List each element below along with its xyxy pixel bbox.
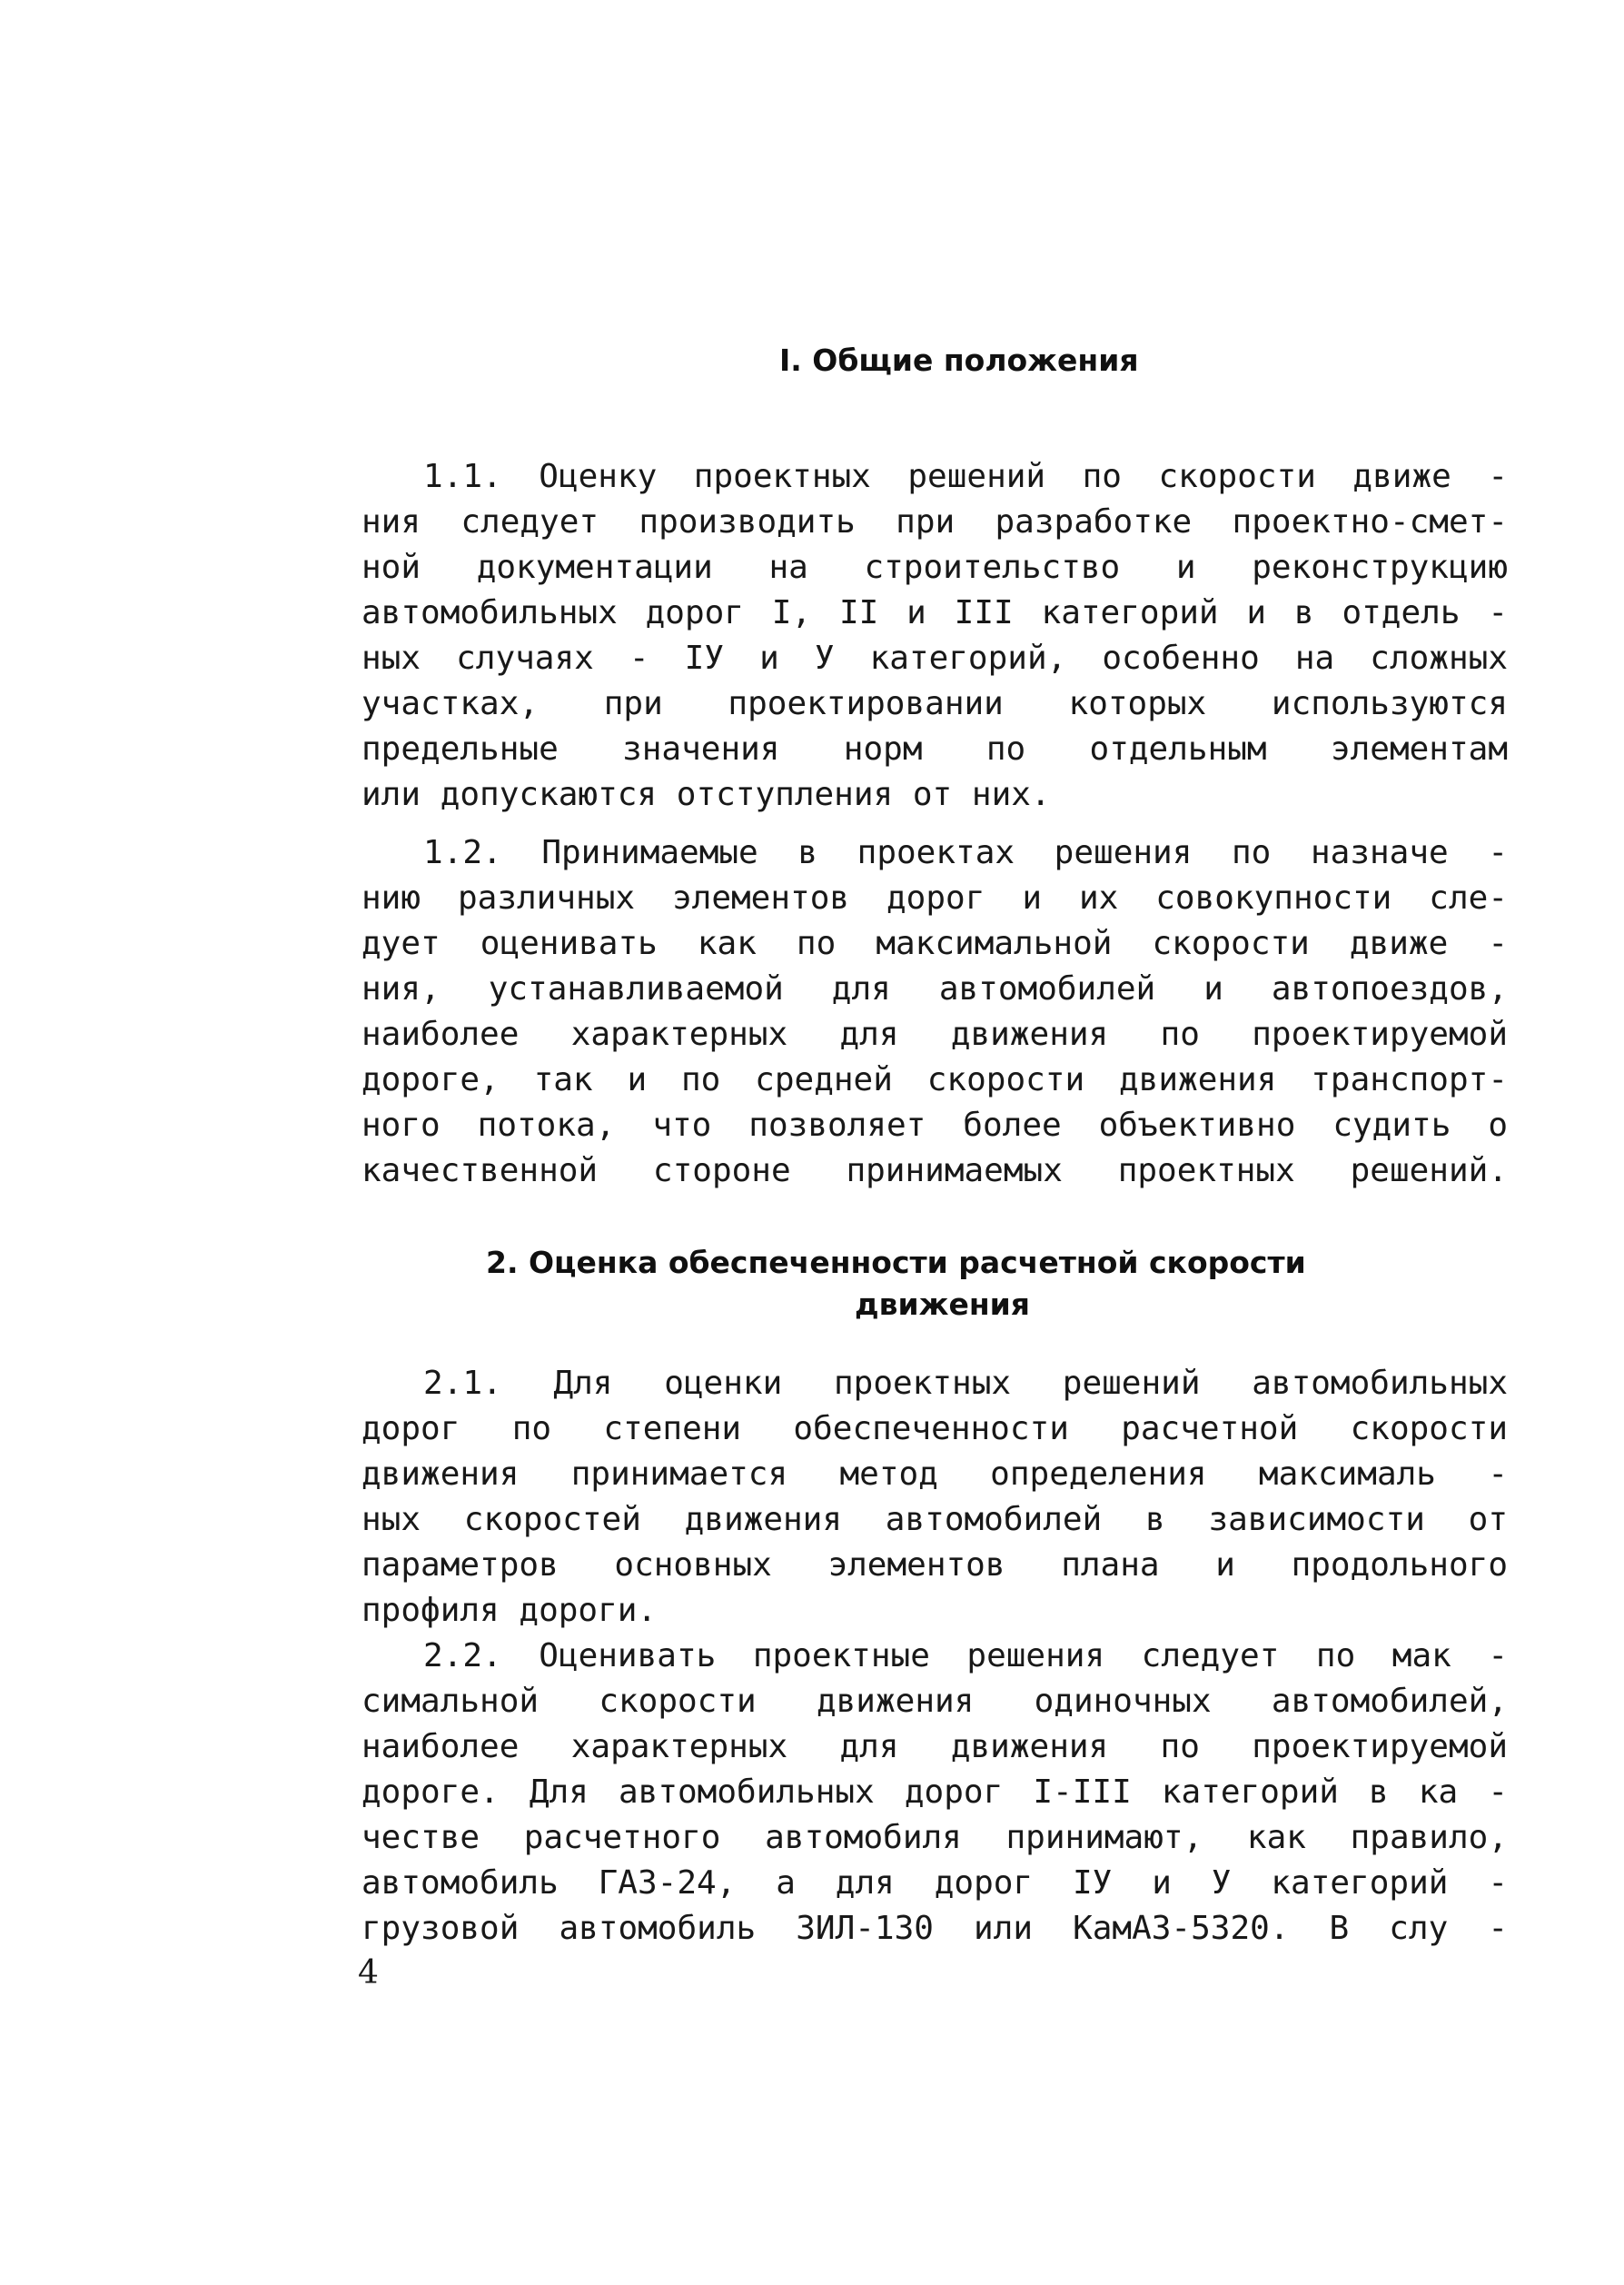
paragraph-line: ного потока, что позволяет более объективно судить о (361, 1107, 1508, 1144)
paragraph-line: ния следует производить при разработке проектно-смет- (361, 503, 1508, 541)
paragraph-line: предельные значения норм по отдельным элементам (361, 730, 1508, 768)
paragraph-line: качественной стороне принимаемых проектных решений. (361, 1152, 1508, 1189)
paragraph-line: честве расчетного автомобиля принимают, как правило, (361, 1819, 1508, 1856)
paragraph-line: 1.1. Оценку проектных решений по скорости движе - (423, 458, 1508, 495)
paragraph-line: параметров основных элементов плана и продольного (361, 1546, 1508, 1584)
paragraph-line: дует оценивать как по максимальной скорости движе - (361, 925, 1508, 962)
paragraph-line: грузовой автомобиль ЗИЛ-130 или КамАЗ-5320. В слу - (361, 1910, 1508, 1947)
paragraph-line: 2.1. Для оценки проектных решений автомобильных (423, 1365, 1508, 1402)
paragraph-line: профиля дороги. (361, 1592, 658, 1629)
paragraph-line: дороге. Для автомобильных дорог I-III категорий в ка - (361, 1773, 1508, 1811)
paragraph-line: нию различных элементов дорог и их совокупности сле- (361, 879, 1508, 917)
section-1-heading: I. Общие положения (779, 343, 1139, 378)
paragraph-line: ной документации на строительство и реконструкцию (361, 549, 1508, 586)
page-number: 4 (358, 1954, 379, 1992)
paragraph-line: участках, при проектировании которых используются (361, 685, 1508, 722)
paragraph-line: или допускаются отступления от них. (361, 776, 1051, 813)
paragraph-line: 2.2. Оценивать проектные решения следует по мак - (423, 1637, 1508, 1674)
paragraph-line: 1.2. Принимаемые в проектах решения по назначе - (423, 834, 1508, 871)
paragraph-line: ния, устанавливаемой для автомобилей и автопоездов, (361, 970, 1508, 1008)
paragraph-line: ных случаях - IУ и У категорий, особенно на сложных (361, 640, 1508, 677)
section-2-heading: 2. Оценка обеспеченности расчетной скорости (486, 1245, 1306, 1280)
paragraph-line: дорог по степени обеспеченности расчетной скорости (361, 1410, 1508, 1447)
paragraph-line: наиболее характерных для движения по проектируемой (361, 1016, 1508, 1053)
paragraph-line: симальной скорости движения одиночных автомобилей, (361, 1683, 1508, 1720)
section-2-heading-continued: движения (855, 1287, 1030, 1322)
paragraph-line: автомобиль ГАЗ-24, а для дорог IУ и У категорий - (361, 1864, 1508, 1902)
paragraph-line: наиболее характерных для движения по проектируемой (361, 1728, 1508, 1765)
paragraph-line: ных скоростей движения автомобилей в зависимости от (361, 1501, 1508, 1538)
paragraph-line: движения принимается метод определения максималь - (361, 1455, 1508, 1493)
paragraph-line: автомобильных дорог I, II и III категорий и в отдель - (361, 594, 1508, 631)
paragraph-line: дороге, так и по средней скорости движения транспорт- (361, 1061, 1508, 1098)
